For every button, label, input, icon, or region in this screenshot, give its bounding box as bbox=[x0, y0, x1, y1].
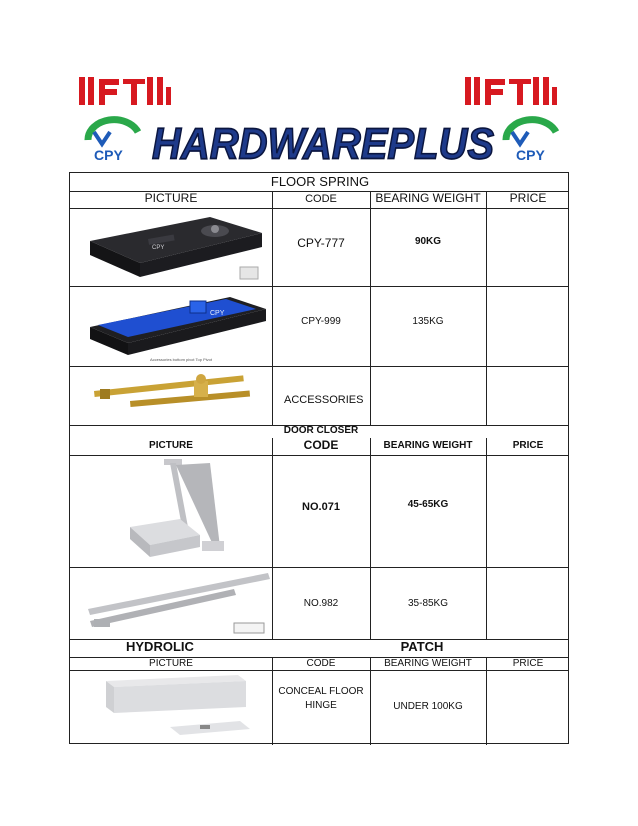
hp-weight: UNDER 100KG bbox=[393, 701, 463, 712]
divider bbox=[486, 657, 487, 745]
left-cpy-logo bbox=[80, 114, 146, 164]
header-picture: PICTURE bbox=[144, 191, 198, 205]
hydrolic-title: HYDROLIC bbox=[126, 639, 194, 654]
conceal-hinge-image bbox=[100, 673, 270, 743]
accessories-image bbox=[90, 371, 260, 421]
cpy-label: CPY bbox=[210, 310, 225, 317]
row2-code: CPY-999 bbox=[301, 316, 341, 327]
patch-title: PATCH bbox=[400, 639, 444, 654]
divider bbox=[272, 191, 273, 425]
floor-spring-title: FLOOR SPRING bbox=[270, 174, 370, 189]
door-closer-982-image bbox=[84, 569, 270, 637]
hp-header-picture: PICTURE bbox=[149, 658, 193, 669]
divider bbox=[70, 208, 568, 209]
header-code: CODE bbox=[305, 193, 337, 205]
hp-code-line1: CONCEAL FLOOR bbox=[278, 686, 364, 697]
hp-header-code: CODE bbox=[306, 658, 336, 669]
divider bbox=[70, 670, 568, 671]
brand-title: HARDWAREPLUS bbox=[151, 118, 495, 168]
brand-wordmark bbox=[151, 110, 495, 168]
header-price: PRICE bbox=[509, 191, 547, 205]
hp-code-line2: HINGE bbox=[305, 700, 337, 711]
cpy-label: CPY bbox=[152, 245, 165, 251]
floor-spring-blue-image bbox=[80, 289, 270, 365]
door-closer-title: DOOR CLOSER bbox=[283, 425, 359, 436]
caption: Accessories bottom pivot Top Pivot bbox=[150, 357, 212, 362]
dc-row1-code: NO.071 bbox=[302, 501, 340, 513]
right-cpy-text: CPY bbox=[516, 147, 545, 163]
floor-spring-black-image bbox=[80, 211, 270, 285]
divider bbox=[70, 567, 568, 568]
dc-row2-weight: 35-85KG bbox=[407, 598, 449, 609]
dc-row2-code: NO.982 bbox=[303, 598, 339, 609]
dc-header-weight: BEARING WEIGHT bbox=[383, 440, 473, 451]
product-table bbox=[69, 172, 569, 744]
hp-header-weight: BEARING WEIGHT bbox=[384, 658, 472, 669]
left-cpy-text: CPY bbox=[94, 147, 123, 163]
divider bbox=[370, 191, 371, 425]
divider bbox=[486, 438, 487, 639]
divider bbox=[70, 455, 568, 456]
door-closer-071-image bbox=[110, 457, 260, 565]
divider bbox=[70, 366, 568, 367]
dc-header-price: PRICE bbox=[512, 440, 544, 451]
dc-header-picture: PICTURE bbox=[149, 440, 193, 451]
row2-weight: 135KG bbox=[412, 316, 444, 327]
dc-row1-weight: 45-65KG bbox=[407, 499, 449, 510]
divider bbox=[486, 191, 487, 425]
hp-header-price: PRICE bbox=[512, 658, 544, 669]
dc-header-code: CODE bbox=[303, 438, 339, 452]
left-chinese-logo bbox=[77, 73, 173, 107]
right-cpy-logo bbox=[498, 114, 564, 164]
right-chinese-logo bbox=[463, 73, 559, 107]
divider bbox=[70, 286, 568, 287]
row1-code: CPY-777 bbox=[297, 236, 345, 250]
row3-code: ACCESSORIES bbox=[284, 394, 364, 406]
header-bearing-weight: BEARING WEIGHT bbox=[375, 191, 481, 205]
row1-weight: 90KG bbox=[414, 236, 442, 247]
